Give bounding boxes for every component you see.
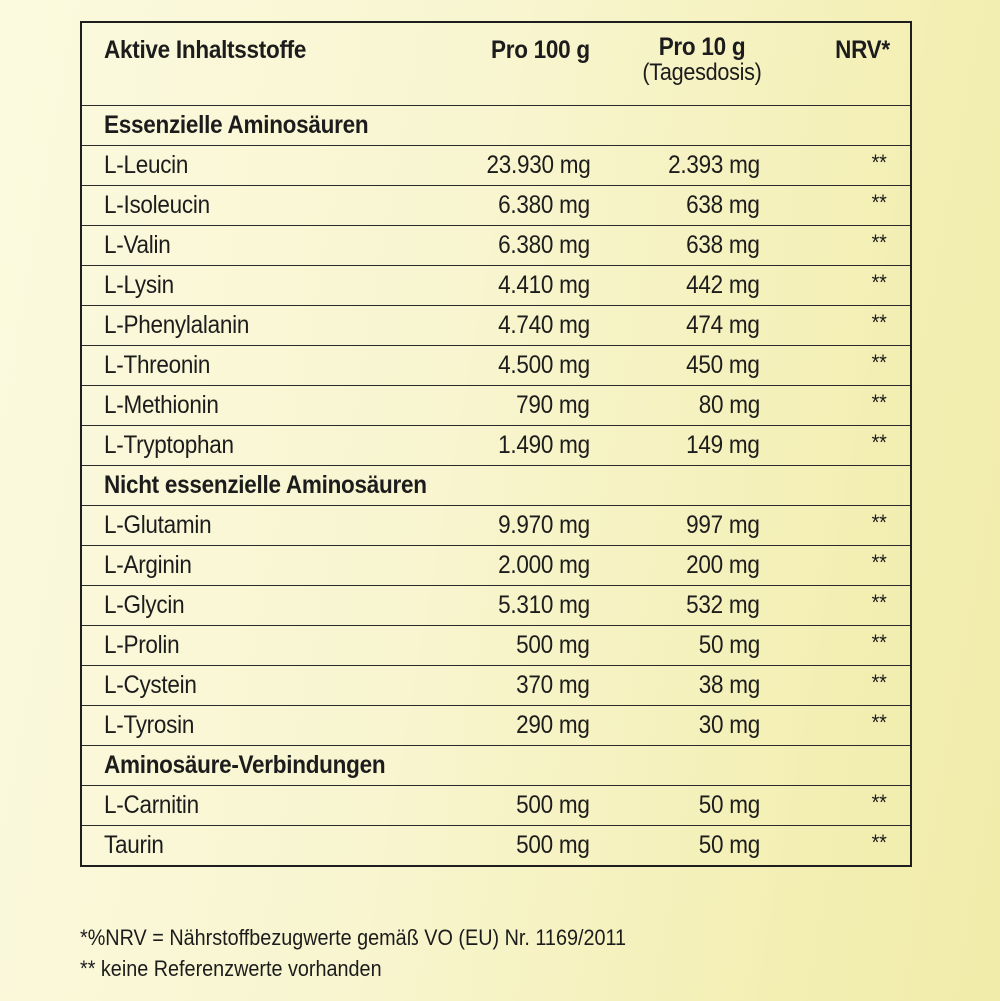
- ingredient-name: L-Tryptophan: [104, 431, 234, 459]
- table-row: [82, 705, 910, 745]
- table-row: [82, 425, 910, 465]
- table-row: [82, 545, 910, 585]
- table-row: [82, 305, 910, 345]
- value-per-10g: 638 mg: [686, 231, 760, 259]
- value-per-100g: 500 mg: [516, 631, 590, 659]
- ingredient-name: L-Leucin: [104, 151, 189, 179]
- value-nrv: **: [872, 230, 887, 255]
- section-title: Nicht essenzielle Aminosäuren: [104, 471, 427, 499]
- value-nrv: **: [872, 710, 887, 735]
- value-per-10g: 80 mg: [698, 391, 760, 419]
- section-title-row: [82, 105, 910, 145]
- nutrition-table: [80, 21, 912, 867]
- ingredient-name: L-Glycin: [104, 591, 185, 619]
- value-per-100g: 500 mg: [516, 831, 590, 859]
- ingredient-name: L-Carnitin: [104, 791, 199, 819]
- value-nrv: **: [872, 430, 887, 455]
- value-per-100g: 5.310 mg: [498, 591, 590, 619]
- header-ingredient: Aktive Inhaltsstoffe: [104, 36, 307, 64]
- table-row: [82, 225, 910, 265]
- value-per-100g: 4.500 mg: [498, 351, 590, 379]
- value-per-10g: 450 mg: [686, 351, 760, 379]
- table-row: [82, 625, 910, 665]
- table-row: [82, 785, 910, 825]
- footnote-no-reference: ** keine Referenzwerte vorhanden: [80, 956, 382, 981]
- value-per-100g: 2.000 mg: [498, 551, 590, 579]
- value-per-10g: 638 mg: [686, 191, 760, 219]
- ingredient-name: L-Threonin: [104, 351, 211, 379]
- header-per-10g-label: Pro 10 g: [658, 33, 746, 61]
- value-per-10g: 30 mg: [698, 711, 760, 739]
- value-nrv: **: [872, 590, 887, 615]
- table-row: [82, 265, 910, 305]
- ingredient-name: L-Prolin: [104, 631, 180, 659]
- value-per-100g: 290 mg: [516, 711, 590, 739]
- table-row: [82, 505, 910, 545]
- footnote-nrv-definition: *%NRV = Nährstoffbezugwerte gemäß VO (EU) Nr. 1169/2011: [80, 925, 627, 950]
- table-row: [82, 145, 910, 185]
- section-title-row: [82, 745, 910, 785]
- header-nrv: NRV*: [835, 36, 890, 64]
- section-title-row: [82, 465, 910, 505]
- value-nrv: **: [872, 350, 887, 375]
- table-row: [82, 345, 910, 385]
- header-per-10g-sublabel: (Tagesdosis): [642, 59, 762, 86]
- value-per-100g: 4.740 mg: [498, 311, 590, 339]
- value-per-100g: 1.490 mg: [498, 431, 590, 459]
- value-nrv: **: [872, 150, 887, 175]
- value-nrv: **: [872, 630, 887, 655]
- value-per-10g: 997 mg: [686, 511, 760, 539]
- value-nrv: **: [872, 830, 887, 855]
- value-per-10g: 474 mg: [686, 311, 760, 339]
- ingredient-name: L-Tyrosin: [104, 711, 195, 739]
- value-per-100g: 6.380 mg: [498, 191, 590, 219]
- value-per-10g: 532 mg: [686, 591, 760, 619]
- value-per-10g: 200 mg: [686, 551, 760, 579]
- section-title: Essenzielle Aminosäuren: [104, 111, 369, 139]
- value-per-100g: 500 mg: [516, 791, 590, 819]
- value-per-100g: 23.930 mg: [486, 151, 590, 179]
- value-per-10g: 442 mg: [686, 271, 760, 299]
- ingredient-name: L-Valin: [104, 231, 171, 259]
- value-per-100g: 9.970 mg: [498, 511, 590, 539]
- value-per-10g: 2.393 mg: [668, 151, 760, 179]
- value-per-10g: 149 mg: [686, 431, 760, 459]
- value-nrv: **: [872, 550, 887, 575]
- value-per-10g: 38 mg: [698, 671, 760, 699]
- ingredient-name: Taurin: [104, 831, 164, 859]
- table-row: [82, 585, 910, 625]
- section-title: Aminosäure-Verbindungen: [104, 751, 386, 779]
- ingredient-name: L-Arginin: [104, 551, 192, 579]
- table-row: [82, 185, 910, 225]
- table-row: [82, 665, 910, 705]
- value-nrv: **: [872, 670, 887, 695]
- value-nrv: **: [872, 510, 887, 535]
- value-nrv: **: [872, 270, 887, 295]
- value-per-100g: 370 mg: [516, 671, 590, 699]
- value-per-10g: 50 mg: [698, 791, 760, 819]
- ingredient-name: L-Isoleucin: [104, 191, 210, 219]
- ingredient-name: L-Cystein: [104, 671, 197, 699]
- value-nrv: **: [872, 790, 887, 815]
- table-header-row: [82, 23, 910, 105]
- footnotes: [80, 922, 687, 984]
- value-nrv: **: [872, 190, 887, 215]
- value-per-100g: 790 mg: [516, 391, 590, 419]
- ingredient-name: L-Glutamin: [104, 511, 212, 539]
- value-per-100g: 6.380 mg: [498, 231, 590, 259]
- value-nrv: **: [872, 390, 887, 415]
- header-per-10g: [635, 34, 770, 86]
- ingredient-name: L-Phenylalanin: [104, 311, 250, 339]
- value-nrv: **: [872, 310, 887, 335]
- header-per-100g: Pro 100 g: [491, 36, 590, 64]
- value-per-10g: 50 mg: [698, 831, 760, 859]
- table-row: [82, 385, 910, 425]
- ingredient-name: L-Methionin: [104, 391, 219, 419]
- value-per-10g: 50 mg: [698, 631, 760, 659]
- ingredient-name: L-Lysin: [104, 271, 174, 299]
- table-row: [82, 825, 910, 865]
- value-per-100g: 4.410 mg: [498, 271, 590, 299]
